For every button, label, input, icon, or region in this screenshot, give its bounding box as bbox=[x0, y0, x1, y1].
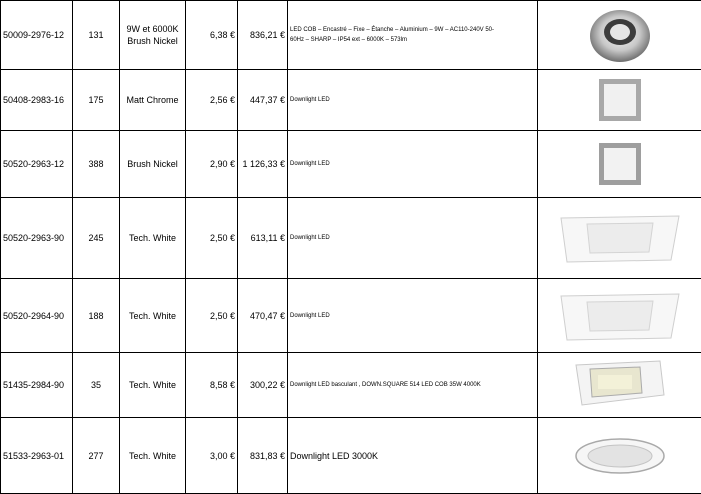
finish-line: Matt Chrome bbox=[122, 94, 183, 106]
quantity-cell: 388 bbox=[73, 131, 120, 198]
description-cell: Downlight LED 3000K bbox=[288, 418, 538, 494]
reference-cell: 51435-2984-90 bbox=[1, 353, 73, 418]
product-image-cell bbox=[538, 418, 701, 494]
reference-cell: 50520-2963-12 bbox=[1, 131, 73, 198]
table-row bbox=[1, 279, 701, 353]
total-price-cell: 613,11 € bbox=[238, 198, 288, 279]
unit-price-cell: 2,50 € bbox=[186, 279, 238, 353]
unit-price-cell: 8,58 € bbox=[186, 353, 238, 418]
product-image-cell bbox=[538, 279, 701, 353]
quantity-cell: 245 bbox=[73, 198, 120, 279]
description-cell bbox=[288, 1, 538, 70]
square-panel-tech-white-image bbox=[559, 212, 681, 264]
quantity-cell: 277 bbox=[73, 418, 120, 494]
total-price-cell: 447,37 € bbox=[238, 70, 288, 131]
unit-price-cell: 2,90 € bbox=[186, 131, 238, 198]
square-downlight-brush-nickel-image bbox=[598, 142, 642, 186]
finish-cell bbox=[120, 70, 186, 131]
finish-line: Tech. White bbox=[122, 232, 183, 244]
description-cell: Downlight LED basculant , DOWN.SQUARE 514 LED COB 35W 4000K bbox=[288, 353, 538, 418]
finish-line: Tech. White bbox=[122, 450, 183, 462]
square-downlight-matt-chrome-image bbox=[598, 78, 642, 122]
finish-cell bbox=[120, 418, 186, 494]
quantity-cell: 188 bbox=[73, 279, 120, 353]
quantity-cell: 131 bbox=[73, 1, 120, 70]
reference-cell: 51533-2963-01 bbox=[1, 418, 73, 494]
unit-price-cell: 6,38 € bbox=[186, 1, 238, 70]
square-panel-tech-white-image bbox=[559, 290, 681, 342]
product-image-cell bbox=[538, 1, 701, 70]
reference-cell: 50520-2964-90 bbox=[1, 279, 73, 353]
finish-cell bbox=[120, 279, 186, 353]
reference-cell: 50408-2983-16 bbox=[1, 70, 73, 131]
total-price-cell: 300,22 € bbox=[238, 353, 288, 418]
unit-price-cell: 3,00 € bbox=[186, 418, 238, 494]
finish-cell bbox=[120, 198, 186, 279]
finish-line: Brush Nickel bbox=[122, 35, 183, 47]
table-row bbox=[1, 418, 701, 494]
table-row bbox=[1, 198, 701, 279]
round-downlight-brush-nickel-image bbox=[585, 4, 655, 66]
description-cell: Downlight LED bbox=[288, 198, 538, 279]
quantity-cell: 175 bbox=[73, 70, 120, 131]
finish-line: Brush Nickel bbox=[122, 158, 183, 170]
unit-price-cell: 2,50 € bbox=[186, 198, 238, 279]
total-price-cell: 1 126,33 € bbox=[238, 131, 288, 198]
tilting-downlight-tech-white-image bbox=[572, 359, 668, 411]
description-line: LED COB – Encastré – Fixe – Étanche – Aluminium – 9W – AC110-240V 50- bbox=[290, 25, 535, 35]
description-cell: Downlight LED bbox=[288, 131, 538, 198]
description-cell: Downlight LED bbox=[288, 70, 538, 131]
finish-line: Tech. White bbox=[122, 310, 183, 322]
finish-cell bbox=[120, 131, 186, 198]
finish-cell bbox=[120, 353, 186, 418]
product-image-cell bbox=[538, 70, 701, 131]
table-row bbox=[1, 70, 701, 131]
round-downlight-tech-white-image bbox=[572, 436, 668, 476]
quantity-cell: 35 bbox=[73, 353, 120, 418]
unit-price-cell: 2,56 € bbox=[186, 70, 238, 131]
table-row bbox=[1, 353, 701, 418]
product-image-cell bbox=[538, 198, 701, 279]
product-image-cell bbox=[538, 131, 701, 198]
reference-cell: 50009-2976-12 bbox=[1, 1, 73, 70]
table-row bbox=[1, 1, 701, 70]
description-line: 60Hz – SHARP – IP54 ext – 6000K – 573lm bbox=[290, 35, 535, 45]
total-price-cell: 836,21 € bbox=[238, 1, 288, 70]
table-row bbox=[1, 131, 701, 198]
finish-line: Tech. White bbox=[122, 379, 183, 391]
total-price-cell: 831,83 € bbox=[238, 418, 288, 494]
total-price-cell: 470,47 € bbox=[238, 279, 288, 353]
description-cell: Downlight LED bbox=[288, 279, 538, 353]
finish-cell bbox=[120, 1, 186, 70]
finish-line: 9W et 6000K bbox=[122, 23, 183, 35]
product-image-cell bbox=[538, 353, 701, 418]
reference-cell: 50520-2963-90 bbox=[1, 198, 73, 279]
